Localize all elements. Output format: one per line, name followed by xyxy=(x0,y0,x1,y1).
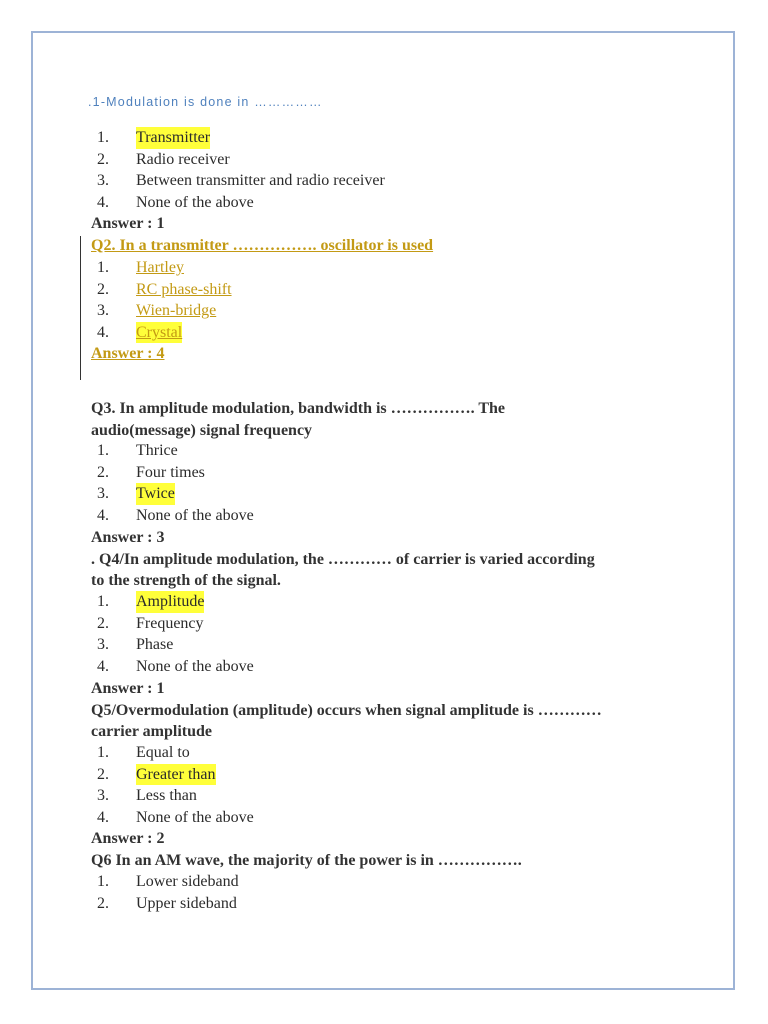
option-text: Hartley xyxy=(136,259,184,276)
option-text: Equal to xyxy=(136,744,190,761)
option-text: Twice xyxy=(136,483,175,505)
option-text: None of the above xyxy=(136,657,254,675)
option-text: RC phase-shift xyxy=(136,280,232,298)
answer-2: Answer : 4 xyxy=(91,345,165,362)
option-text: Less than xyxy=(136,787,197,805)
option-text: Frequency xyxy=(136,614,204,632)
option-text: Upper sideband xyxy=(136,894,237,912)
question-2-title: Q2. In a transmitter ……………. oscillator is used xyxy=(91,237,434,254)
answer-3: Answer : 3 xyxy=(91,529,165,546)
option-text: None of the above xyxy=(136,808,254,826)
answer-1: Answer : 1 xyxy=(91,215,165,232)
question-3-title-line2: audio(message) signal frequency xyxy=(91,422,313,439)
option-text: Radio receiver xyxy=(136,150,230,168)
question-4-title-line1: . Q4/In amplitude modulation, the ………… of carrier is varied according xyxy=(91,551,595,568)
option-text: Lower sideband xyxy=(136,873,239,890)
option-text: Thrice xyxy=(136,442,178,459)
question-5-title-line1: Q5/Overmodulation (amplitude) occurs when signal amplitude is ………… xyxy=(91,702,602,719)
option-text: None of the above xyxy=(136,193,254,211)
answer-4: Answer : 1 xyxy=(91,680,165,697)
option-text: Crystal xyxy=(136,322,182,344)
answer-5: Answer : 2 xyxy=(91,830,165,847)
option-text: Phase xyxy=(136,636,174,654)
option-text: Four times xyxy=(136,463,205,481)
option-text: Between transmitter and radio receiver xyxy=(136,172,385,190)
option-text: None of the above xyxy=(136,506,254,524)
question-3-title-line1: Q3. In amplitude modulation, bandwidth is ……………. The xyxy=(91,400,506,417)
change-bar xyxy=(80,236,81,380)
option-text: Amplitude xyxy=(136,591,204,613)
question-4-title-line2: to the strength of the signal. xyxy=(91,572,281,589)
option-text: Transmitter xyxy=(136,127,210,149)
question-5-title-line2: carrier amplitude xyxy=(91,723,213,740)
option-text: Wien-bridge xyxy=(136,302,217,320)
option-text: Greater than xyxy=(136,764,216,786)
question-1-heading: .1-Modulation is done in …………… xyxy=(88,95,323,109)
question-6-title: Q6 In an AM wave, the majority of the power is in ……………. xyxy=(91,852,522,869)
